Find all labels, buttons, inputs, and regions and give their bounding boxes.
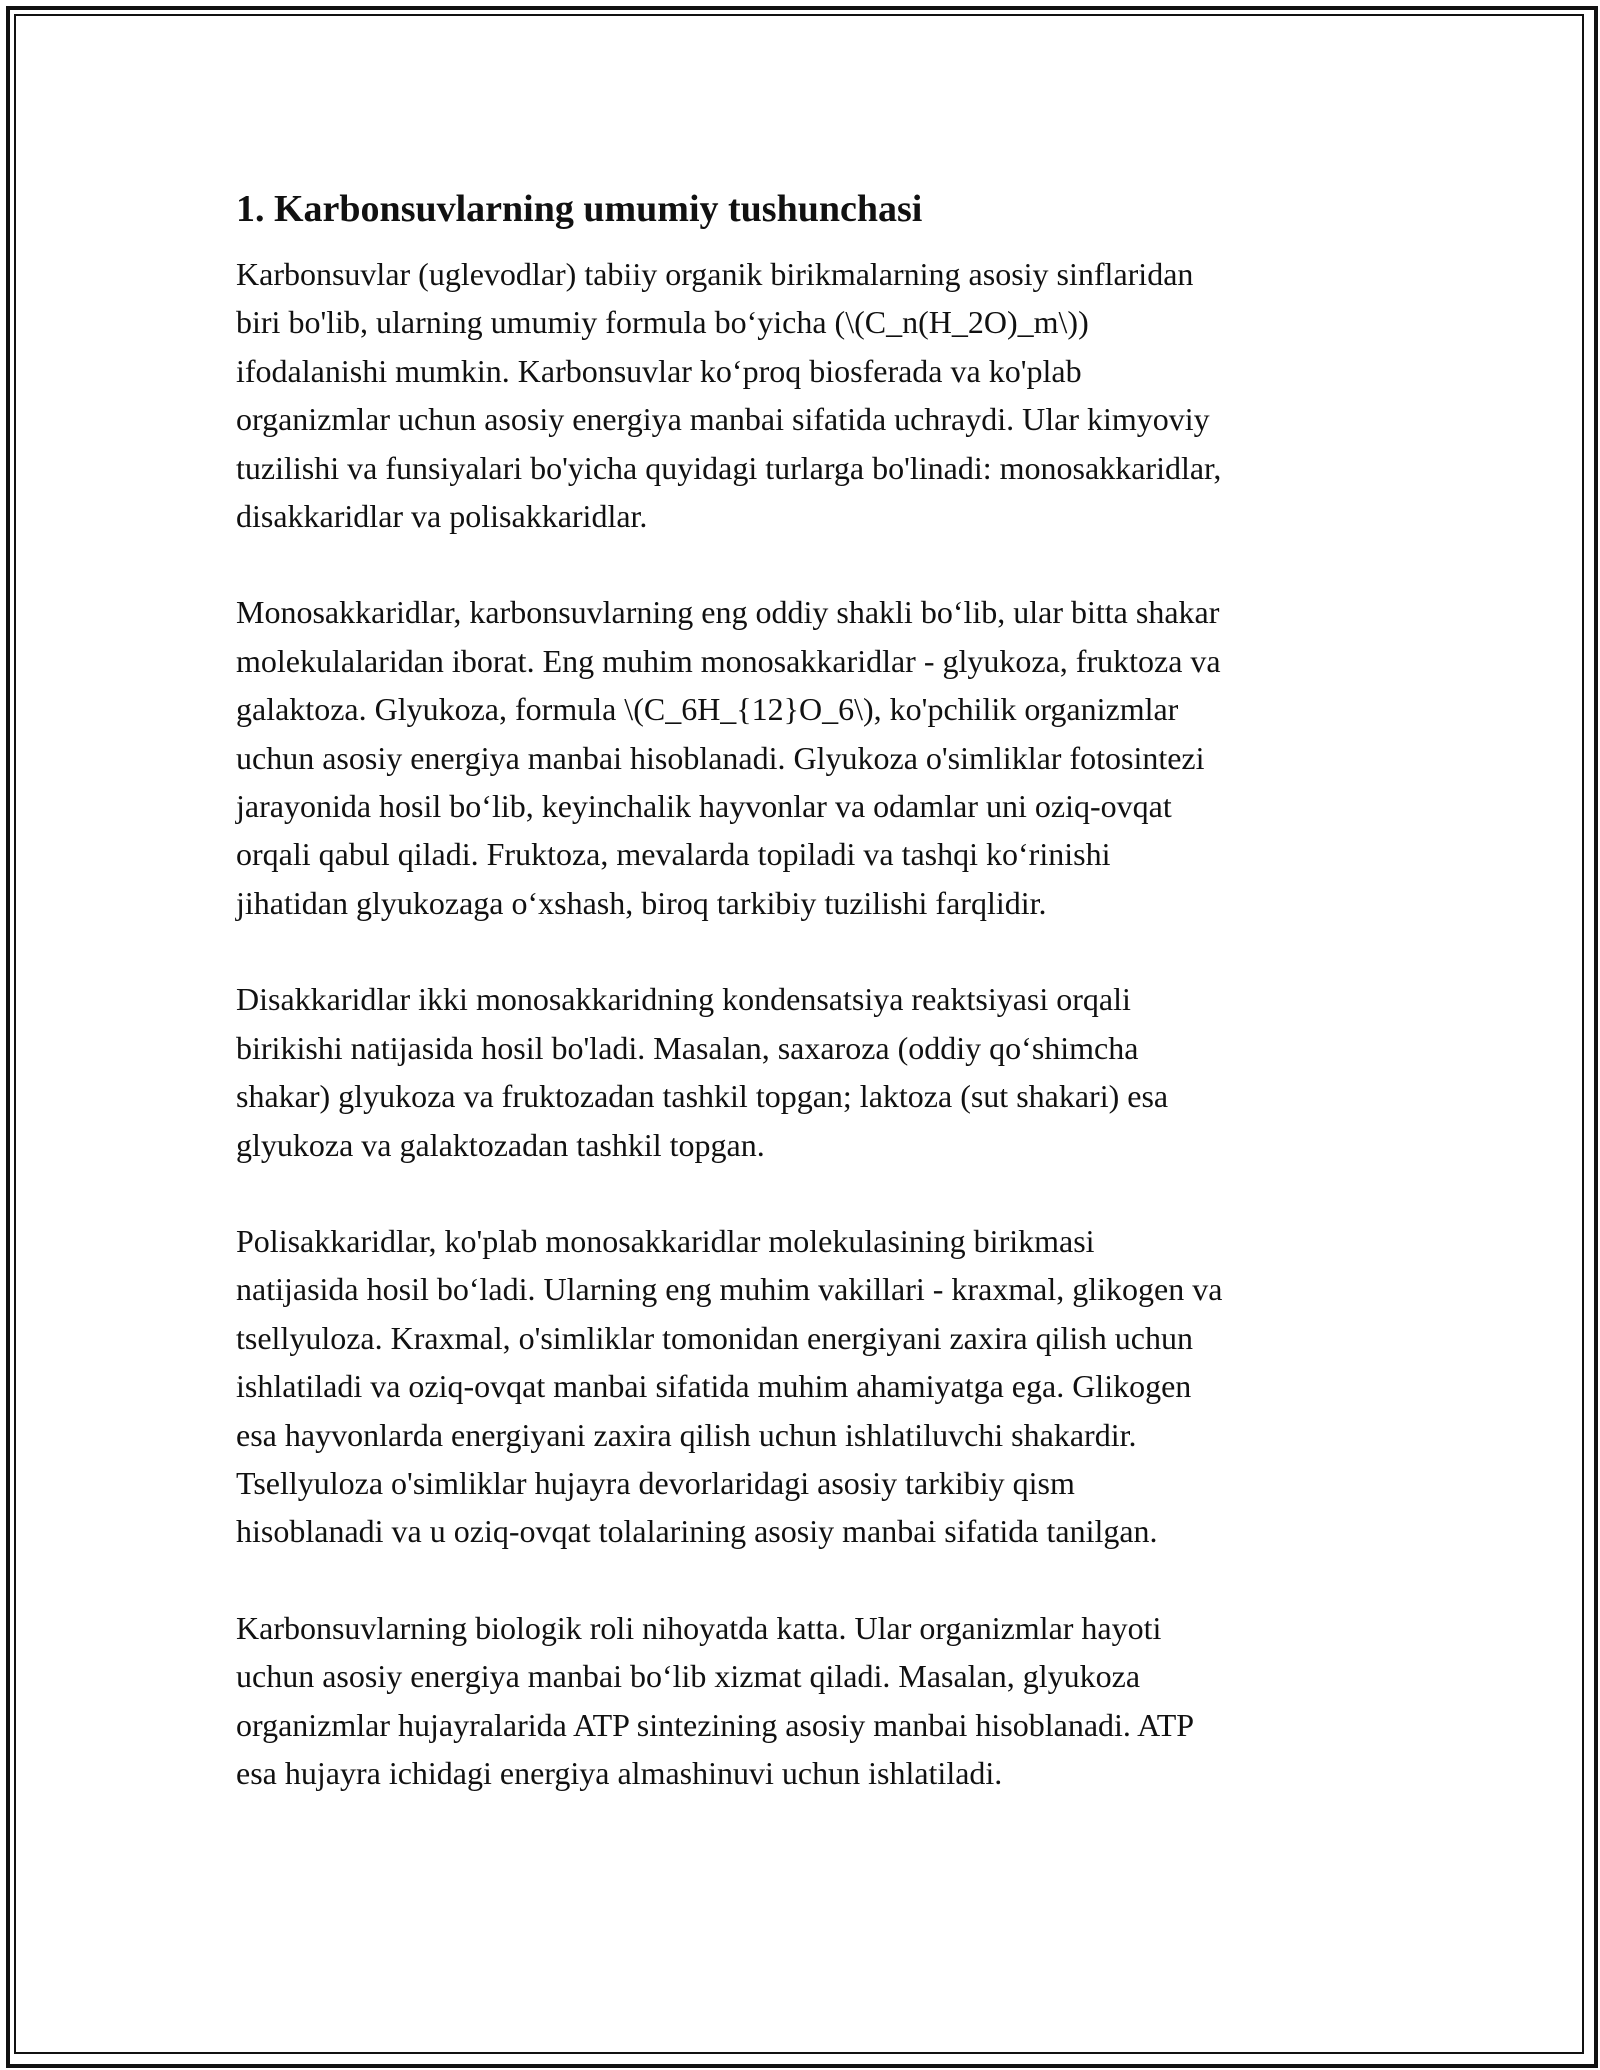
paragraph [236,1604,1376,1798]
paragraph-list [236,250,1376,1797]
paragraph-line: Karbonsuvlar (uglevodlar) tabiiy organik birikmalarning asosiy sinflaridan [236,256,1194,292]
paragraph-line: esa hujayra ichidagi energiya almashinuvi uchun ishlatiladi. [236,1754,1003,1791]
paragraph-line: Monosakkaridlar, karbonsuvlarning eng oddiy shakli bo‘lib, ular bitta shakar [236,594,1220,631]
paragraph-line: galaktoza. Glyukoza, formula \(C_6H_{12}O_6\), ko'pchilik organizmlar [236,691,1179,728]
paragraph-line: tsellyuloza. Kraxmal, o'simliklar tomonidan energiyani zaxira qilish uchun [236,1319,1193,1356]
paragraph-line: hisoblanadi va u oziq-ovqat tolalarining asosiy manbai sifatida tanilgan. [236,1513,1158,1550]
paragraph-line: organizmlar uchun asosiy energiya manbai sifatida uchraydi. Ular kimyoviy [236,401,1210,438]
paragraph-line: ishlatiladi va oziq-ovqat manbai sifatida muhim ahamiyatga ega. Glikogen [236,1368,1192,1405]
paragraph-line: Polisakkaridlar, ko'plab monosakkaridlar molekulasining birikmasi [236,1222,1095,1259]
paragraph-line: biri bo'lib, ularning umumiy formula bo‘yicha (\(C_n(H_2O)_m\)) [236,304,1089,341]
paragraph-line: Tsellyuloza o'simliklar hujayra devorlaridagi asosiy tarkibiy qism [236,1464,1075,1501]
paragraph-line: Disakkaridlar ikki monosakkaridning kondensatsiya reaktsiyasi orqali [236,981,1131,1018]
paragraph-line: organizmlar hujayralarida ATP sintezining asosiy manbai hisoblanadi. ATP [236,1706,1195,1743]
paragraph-line: ifodalanishi mumkin. Karbonsuvlar ko‘proq biosferada va ko'plab [236,352,1082,389]
document-body [236,185,1376,1845]
paragraph-line: uchun asosiy energiya manbai bo‘lib xizmat qiladi. Masalan, glyukoza [236,1658,1141,1695]
paragraph [236,1217,1376,1556]
paragraph-line: orqali qabul qiladi. Fruktoza, mevalarda topiladi va tashqi ko‘rinishi [236,836,1111,873]
paragraph-line: jihatidan glyukozaga o‘xshash, biroq tarkibiy tuzilishi farqlidir. [236,884,1047,921]
paragraph [236,975,1376,1169]
paragraph [236,250,1376,540]
paragraph-line: birikishi natijasida hosil bo'ladi. Masalan, saxaroza (oddiy qo‘shimcha [236,1029,1139,1066]
paragraph-line: tuzilishi va funsiyalari bo'yicha quyidagi turlarga bo'linadi: monosakkaridlar, [236,449,1222,486]
paragraph-line: esa hayvonlarda energiyani zaxira qilish uchun ishlatiluvchi shakardir. [236,1416,1137,1453]
paragraph-line: molekulalaridan iborat. Eng muhim monosakkaridlar - glyukoza, fruktoza va [236,642,1221,679]
paragraph-line: uchun asosiy energiya manbai hisoblanadi. Glyukoza o'simliklar fotosintezi [236,739,1205,776]
paragraph-line: shakar) glyukoza va fruktozadan tashkil topgan; laktoza (sut shakari) esa [236,1078,1169,1115]
paragraph-line: glyukoza va galaktozadan tashkil topgan. [236,1126,765,1163]
paragraph [236,588,1376,927]
paragraph-line: jarayonida hosil bo‘lib, keyinchalik hayvonlar va odamlar uni oziq-ovqat [236,788,1172,825]
paragraph-line: natijasida hosil bo‘ladi. Ularning eng muhim vakillari - kraxmal, glikogen va [236,1271,1223,1308]
paragraph-line: Karbonsuvlarning biologik roli nihoyatda katta. Ular organizmlar hayoti [236,1609,1162,1646]
section-heading: 1. Karbonsuvlarning umumiy tushunchasi [236,188,923,230]
paragraph-line: disakkaridlar va polisakkaridlar. [236,498,648,535]
